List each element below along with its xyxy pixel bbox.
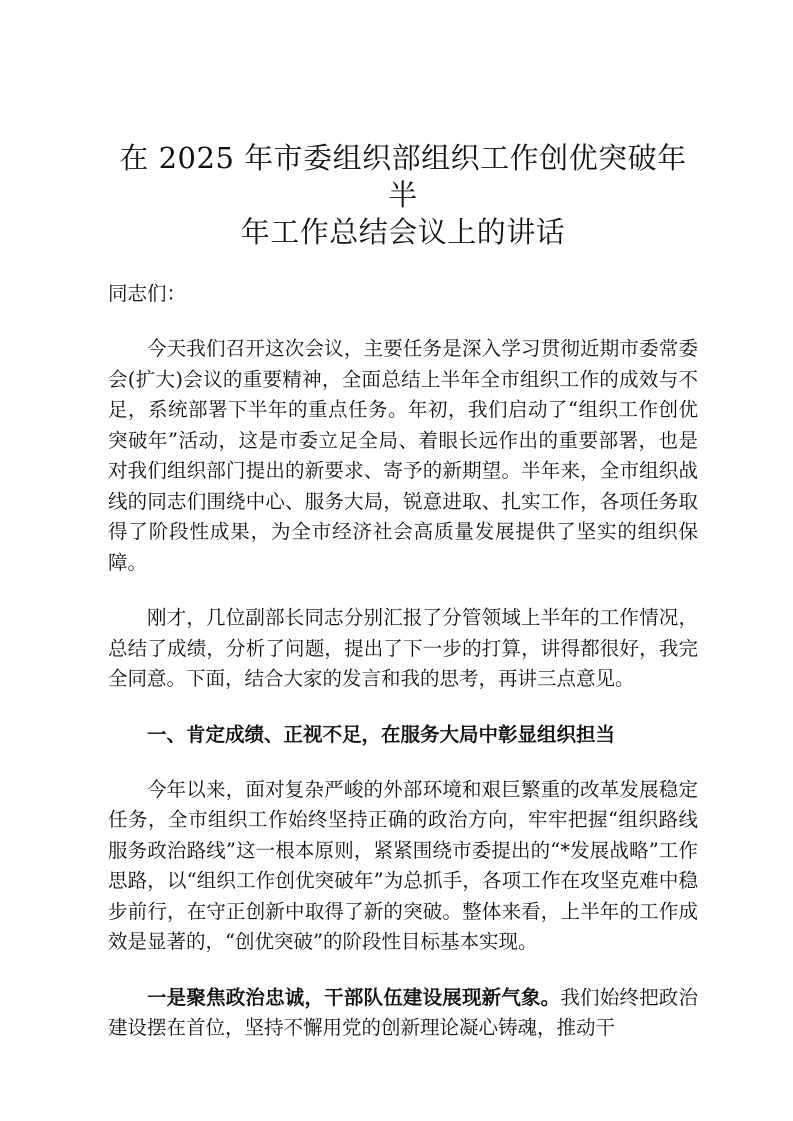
title-line-1: 在 2025 年市委组织部组织工作创优突破年半 bbox=[119, 141, 687, 212]
salutation: 同志们： bbox=[108, 282, 187, 305]
point-1-text: 我们始终把政治建设摆在首位，坚持不懈用党的创新理论凝心铸魂，推动干 bbox=[108, 985, 698, 1039]
paragraph-opening: 今天我们召开这次会议，主要任务是深入学习贯彻近期市委常委会(扩大)会议的重要精神，全面总结上半年全市组织工作的成效与不足，系统部署下半年的重点任务。年初，我们启动了“组织工作创优突破年”活动，这是市委立足全局、着眼长远作出的重要部署，也是对我们组织部门提出的新要求、寄予的新期望。半年来，全市组织战线的同志们围绕中心、服务大局，锐意进取、扎实工作，各项任务取得了阶段性成果，为全市经济社会高质量发展提供了坚实的组织保障。 bbox=[108, 337, 698, 574]
point-1-lead: 一是聚焦政治忠诚，干部队伍建设展现新气象。 bbox=[147, 985, 561, 1009]
paragraph-transition: 刚才，几位副部长同志分别汇报了分管领域上半年的工作情况，总结了成绩，分析了问题，提出了下一步的打算，讲得都很好，我完全同意。下面，结合大家的发言和我的思考，再讲三点意见。 bbox=[108, 606, 698, 690]
document-body bbox=[108, 140, 698, 1044]
document-title bbox=[108, 140, 698, 251]
paragraph-point-1 bbox=[108, 983, 698, 1044]
section-heading-1: 一、肯定成绩、正视不足，在服务大局中彰显组织担当 bbox=[147, 722, 616, 746]
title-line-2: 年工作总结会议上的讲话 bbox=[240, 215, 566, 249]
paragraph-section-1: 今年以来，面对复杂严峻的外部环境和艰巨繁重的改革发展稳定任务，全市组织工作始终坚持正确的政治方向，牢牢把握“组织路线服务政治路线”这一根本原则，紧紧围绕市委提出的“*发展战略”工作思路，以“组织工作创优突破年”为总抓手，各项工作在攻坚克难中稳步前行，在守正创新中取得了新的突破。整体来看，上半年的工作成效是显著的，“创优突破”的阶段性目标基本实现。 bbox=[108, 777, 698, 953]
